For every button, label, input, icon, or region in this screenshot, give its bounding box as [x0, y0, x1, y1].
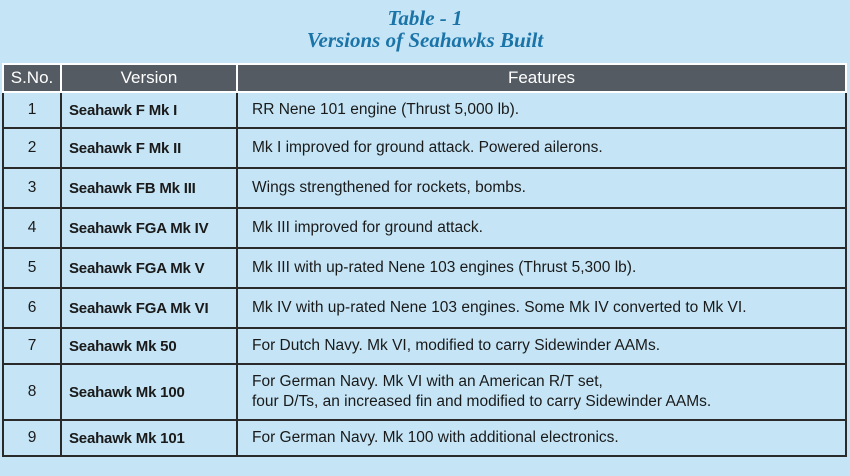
cell-version: Seahawk F Mk I [61, 92, 237, 128]
table-row [3, 128, 846, 168]
seahawk-versions-table [2, 63, 847, 457]
cell-version: Seahawk FGA Mk VI [61, 288, 237, 328]
table-caption [0, 0, 850, 51]
table-row [3, 364, 846, 420]
cell-features [237, 168, 846, 208]
table-row [3, 288, 846, 328]
feature-text: For German Navy. Mk VI with an American R/T set, [252, 373, 603, 390]
cell-sno: 9 [3, 420, 61, 456]
table-number: Table - 1 [387, 6, 463, 30]
cell-features [237, 288, 846, 328]
cell-sno: 3 [3, 168, 61, 208]
cell-sno: 1 [3, 92, 61, 128]
cell-features [237, 208, 846, 248]
feature-text: For Dutch Navy. Mk VI, modified to carry Sidewinder AAMs. [252, 337, 661, 354]
table-row [3, 168, 846, 208]
cell-version: Seahawk Mk 50 [61, 328, 237, 364]
feature-text: Mk I improved for ground attack. Powered ailerons. [252, 139, 603, 156]
cell-version: Seahawk F Mk II [61, 128, 237, 168]
header-version: Version [61, 64, 237, 92]
feature-text: Mk III improved for ground attack. [252, 219, 483, 236]
cell-sno: 7 [3, 328, 61, 364]
feature-text: Mk IV with up-rated Nene 103 engines. Some Mk IV converted to Mk VI. [252, 299, 747, 316]
cell-features [237, 364, 846, 420]
cell-version: Seahawk Mk 100 [61, 364, 237, 420]
feature-text: RR Nene 101 engine (Thrust 5,000 lb). [252, 101, 520, 118]
table-title: Versions of Seahawks Built [306, 28, 544, 52]
header-row [3, 64, 846, 92]
header-sno: S.No. [3, 64, 61, 92]
table-row [3, 328, 846, 364]
cell-sno: 2 [3, 128, 61, 168]
cell-features [237, 420, 846, 456]
cell-sno: 5 [3, 248, 61, 288]
table-row [3, 208, 846, 248]
table-row [3, 420, 846, 456]
table-row [3, 92, 846, 128]
cell-sno: 4 [3, 208, 61, 248]
cell-version: Seahawk FGA Mk V [61, 248, 237, 288]
cell-features [237, 248, 846, 288]
cell-version: Seahawk Mk 101 [61, 420, 237, 456]
cell-features [237, 128, 846, 168]
table-row [3, 248, 846, 288]
cell-version: Seahawk FGA Mk IV [61, 208, 237, 248]
cell-features [237, 328, 846, 364]
cell-version: Seahawk FB Mk III [61, 168, 237, 208]
feature-text: For German Navy. Mk 100 with additional electronics. [252, 429, 619, 446]
cell-sno: 6 [3, 288, 61, 328]
feature-text: Mk III with up-rated Nene 103 engines (Thrust 5,300 lb). [252, 259, 637, 276]
feature-text: Wings strengthened for rockets, bombs. [252, 179, 526, 196]
cell-sno: 8 [3, 364, 61, 420]
feature-text: four D/Ts, an increased fin and modified to carry Sidewinder AAMs. [252, 393, 712, 410]
header-features: Features [237, 64, 846, 92]
cell-features [237, 92, 846, 128]
